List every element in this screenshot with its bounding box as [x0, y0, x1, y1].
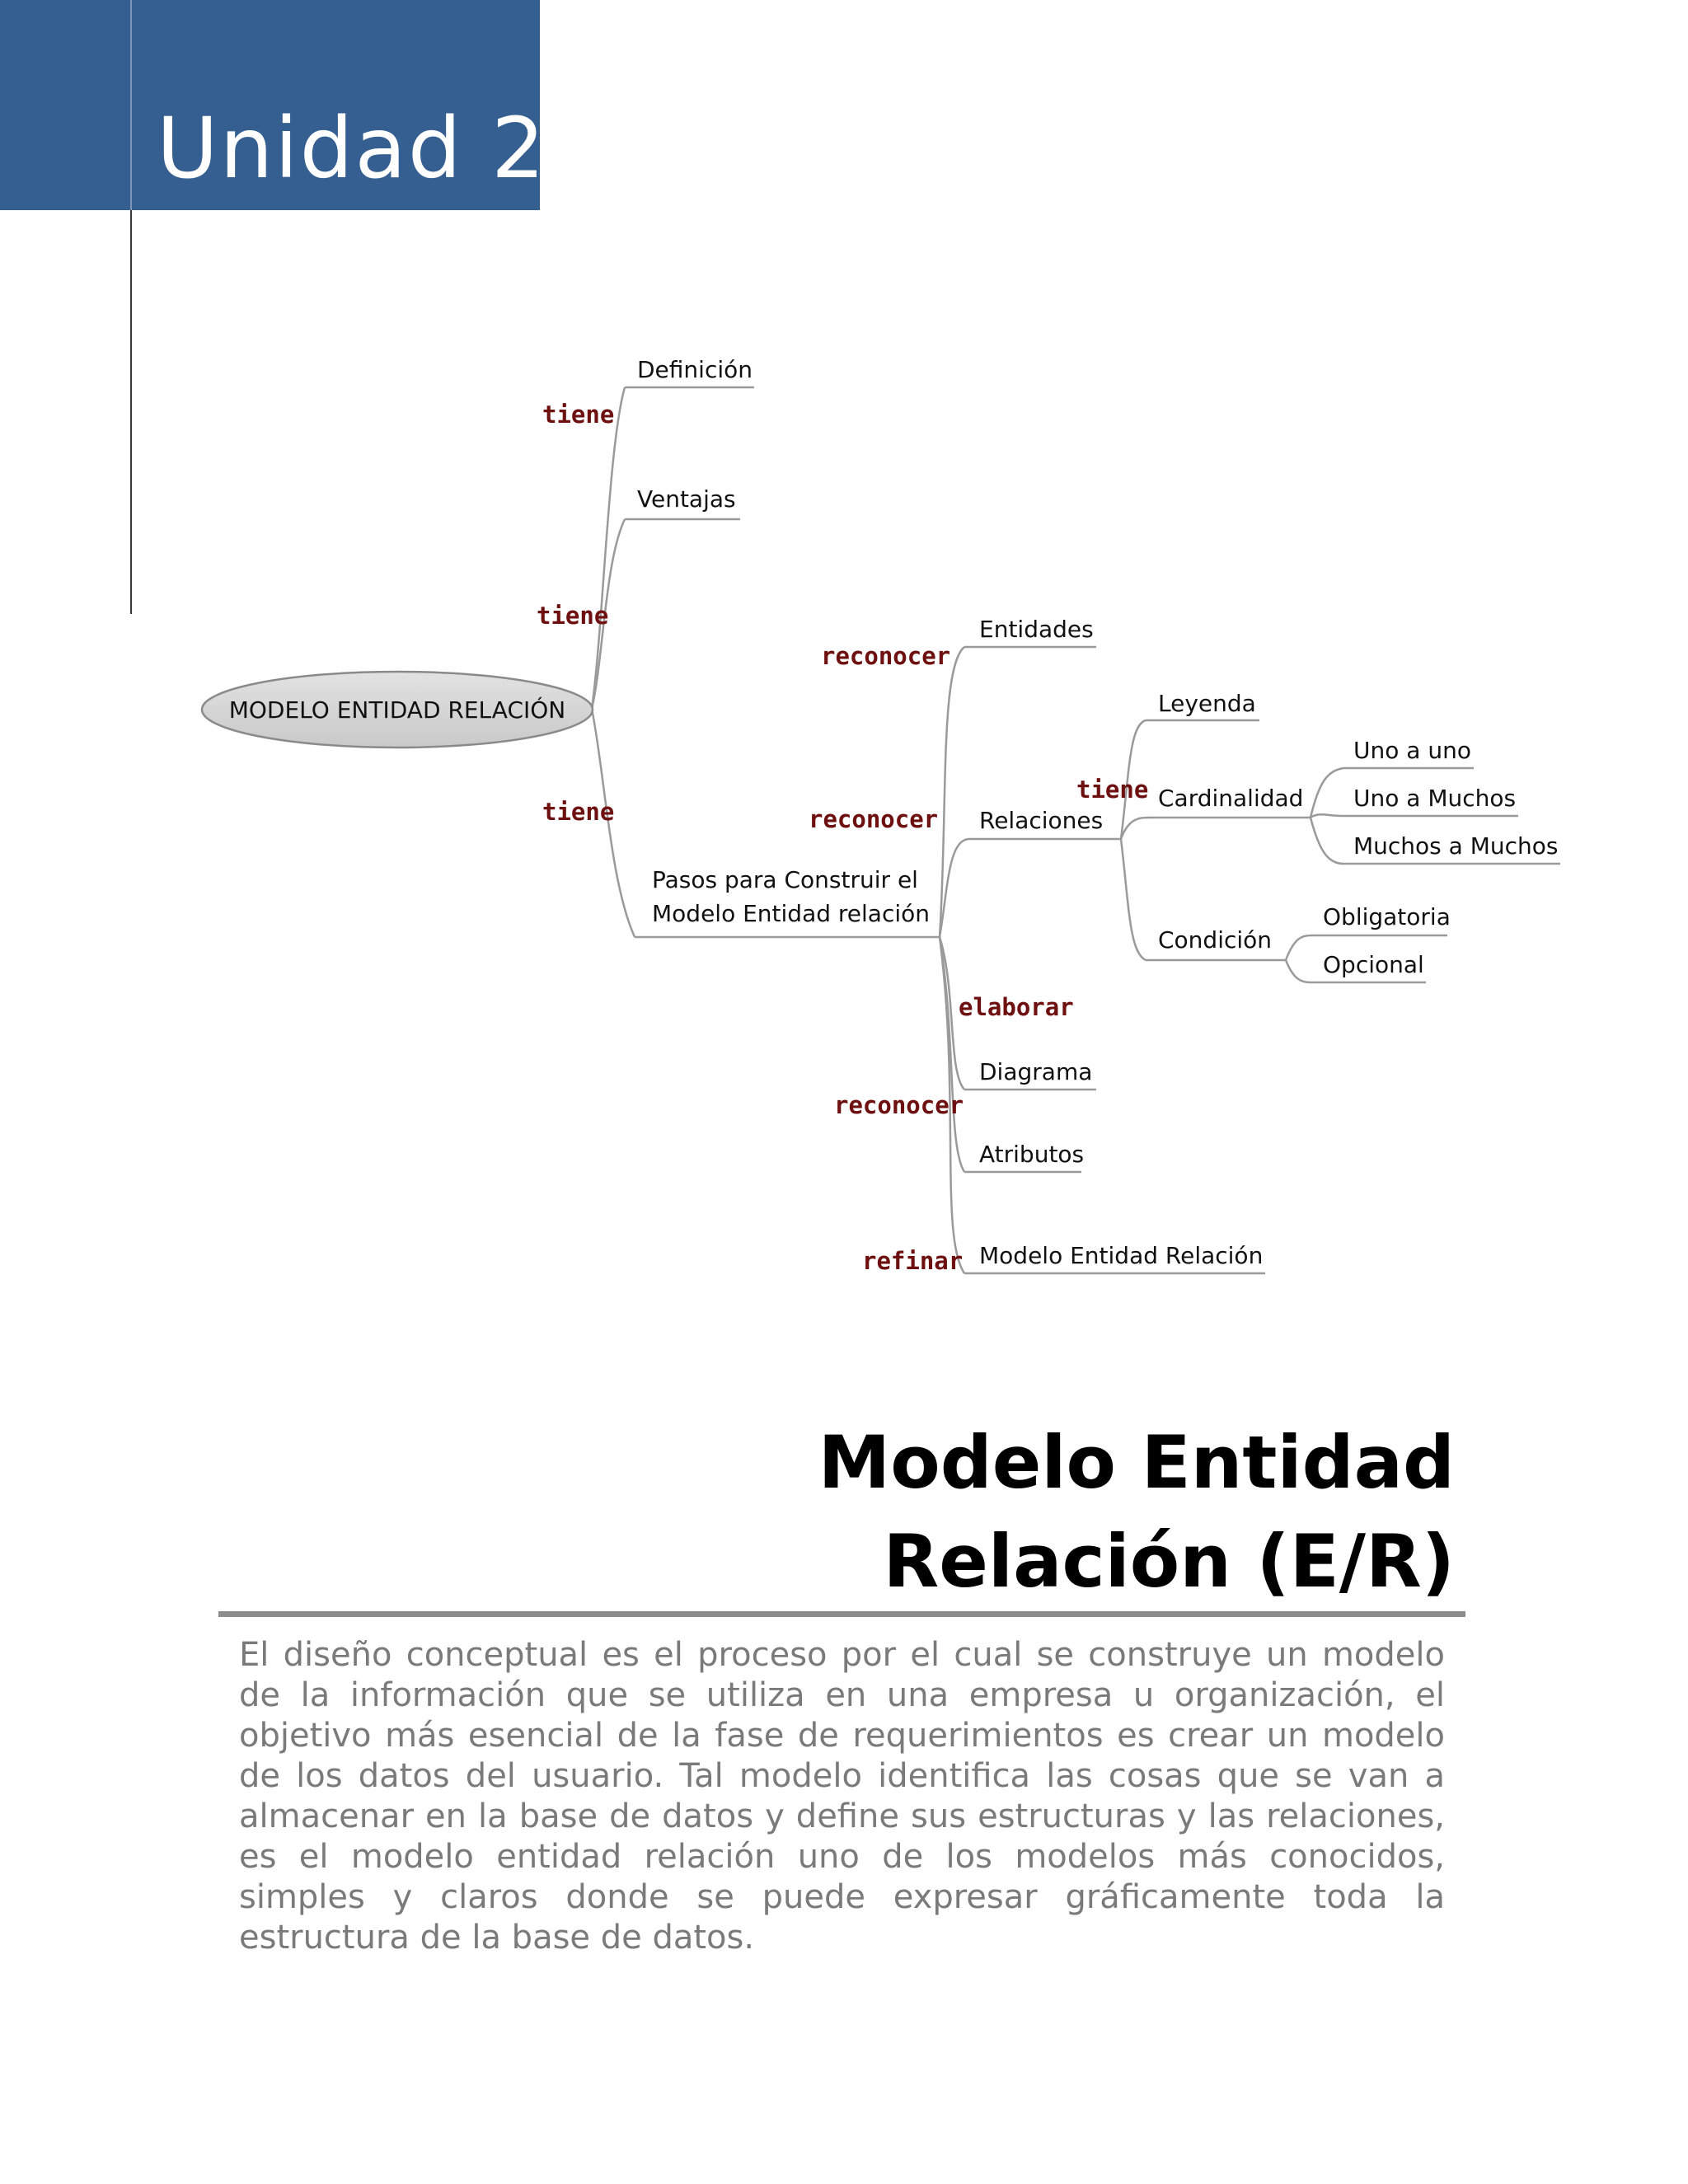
- node-definicion: Definición: [637, 356, 753, 383]
- edge-cardinalidad-unoauno: [1311, 768, 1343, 818]
- node-entidades: Entidades: [979, 616, 1094, 643]
- relation-label-reconocer-atributos: reconocer: [834, 1091, 964, 1119]
- section-title-line-2: Relación (E/R): [883, 1519, 1455, 1604]
- node-opcional: Opcional: [1323, 951, 1424, 978]
- node-ventajas: Ventajas: [637, 485, 736, 513]
- header-vertical-rule-highlight: [130, 0, 132, 210]
- node-diagrama: Diagrama: [979, 1058, 1093, 1085]
- section-title: [818, 1413, 1455, 1611]
- relation-label-tiene-relaciones: tiene: [1076, 776, 1149, 804]
- node-muchos-a-muchos: Muchos a Muchos: [1353, 832, 1559, 860]
- edge-condicion-obligatoria: [1286, 935, 1311, 960]
- node-cardinalidad: Cardinalidad: [1158, 785, 1304, 812]
- relation-label-reconocer-entidades: reconocer: [821, 642, 951, 670]
- node-atributos: Atributos: [979, 1141, 1085, 1168]
- node-leyenda: Leyenda: [1158, 690, 1256, 717]
- node-relaciones: Relaciones: [979, 807, 1104, 834]
- edge-root-definicion: [592, 387, 625, 709]
- relation-label-elaborar: elaborar: [959, 993, 1074, 1021]
- edge-relaciones-condicion: [1121, 839, 1146, 960]
- relation-label-tiene-definicion: tiene: [542, 401, 615, 429]
- node-uno-a-muchos: Uno a Muchos: [1353, 785, 1517, 812]
- relation-label-tiene-pasos: tiene: [542, 798, 615, 826]
- relation-label-reconocer-relaciones: reconocer: [809, 805, 939, 833]
- title-underline-rule: [218, 1611, 1465, 1617]
- intro-paragraph: El diseño conceptual es el proceso por el cual se construye un modelo de la información que se utiliza en una empresa u organización, el objetivo más esencial de la fase de requerimientos es crear un modelo de los datos del usuario. Tal modelo identifica las cosas que se van a almacenar en la base de datos y define sus estructuras y las relaciones, es el modelo entidad relación uno de los modelos más conocidos, simples y claros donde se puede expresar gráficamente toda la estructura de la base de datos.: [239, 1636, 1445, 1957]
- unit-title: Unidad 2: [157, 100, 546, 198]
- node-obligatoria: Obligatoria: [1323, 903, 1451, 930]
- edge-relaciones-cardinalidad: [1121, 818, 1154, 839]
- edge-cardinalidad-unoamuchos: [1311, 814, 1343, 818]
- edge-pasos-entidades: [940, 647, 964, 937]
- node-pasos-line2: Modelo Entidad relación: [652, 900, 931, 927]
- node-modelo-entidad-relacion: Modelo Entidad Relación: [979, 1242, 1264, 1269]
- root-node-label: MODELO ENTIDAD RELACIÓN: [228, 696, 566, 724]
- section-title-line-1: Modelo Entidad: [818, 1420, 1455, 1505]
- mind-map-diagram: [0, 313, 1688, 1302]
- edge-condicion-opcional: [1286, 960, 1311, 982]
- node-pasos-line1: Pasos para Construir el: [652, 866, 918, 893]
- node-condicion: Condición: [1158, 926, 1273, 954]
- node-uno-a-uno: Uno a uno: [1353, 737, 1471, 764]
- edge-cardinalidad-muchosamuchos: [1311, 818, 1343, 864]
- relation-label-tiene-ventajas: tiene: [537, 602, 609, 630]
- relation-label-refinar: refinar: [862, 1247, 964, 1275]
